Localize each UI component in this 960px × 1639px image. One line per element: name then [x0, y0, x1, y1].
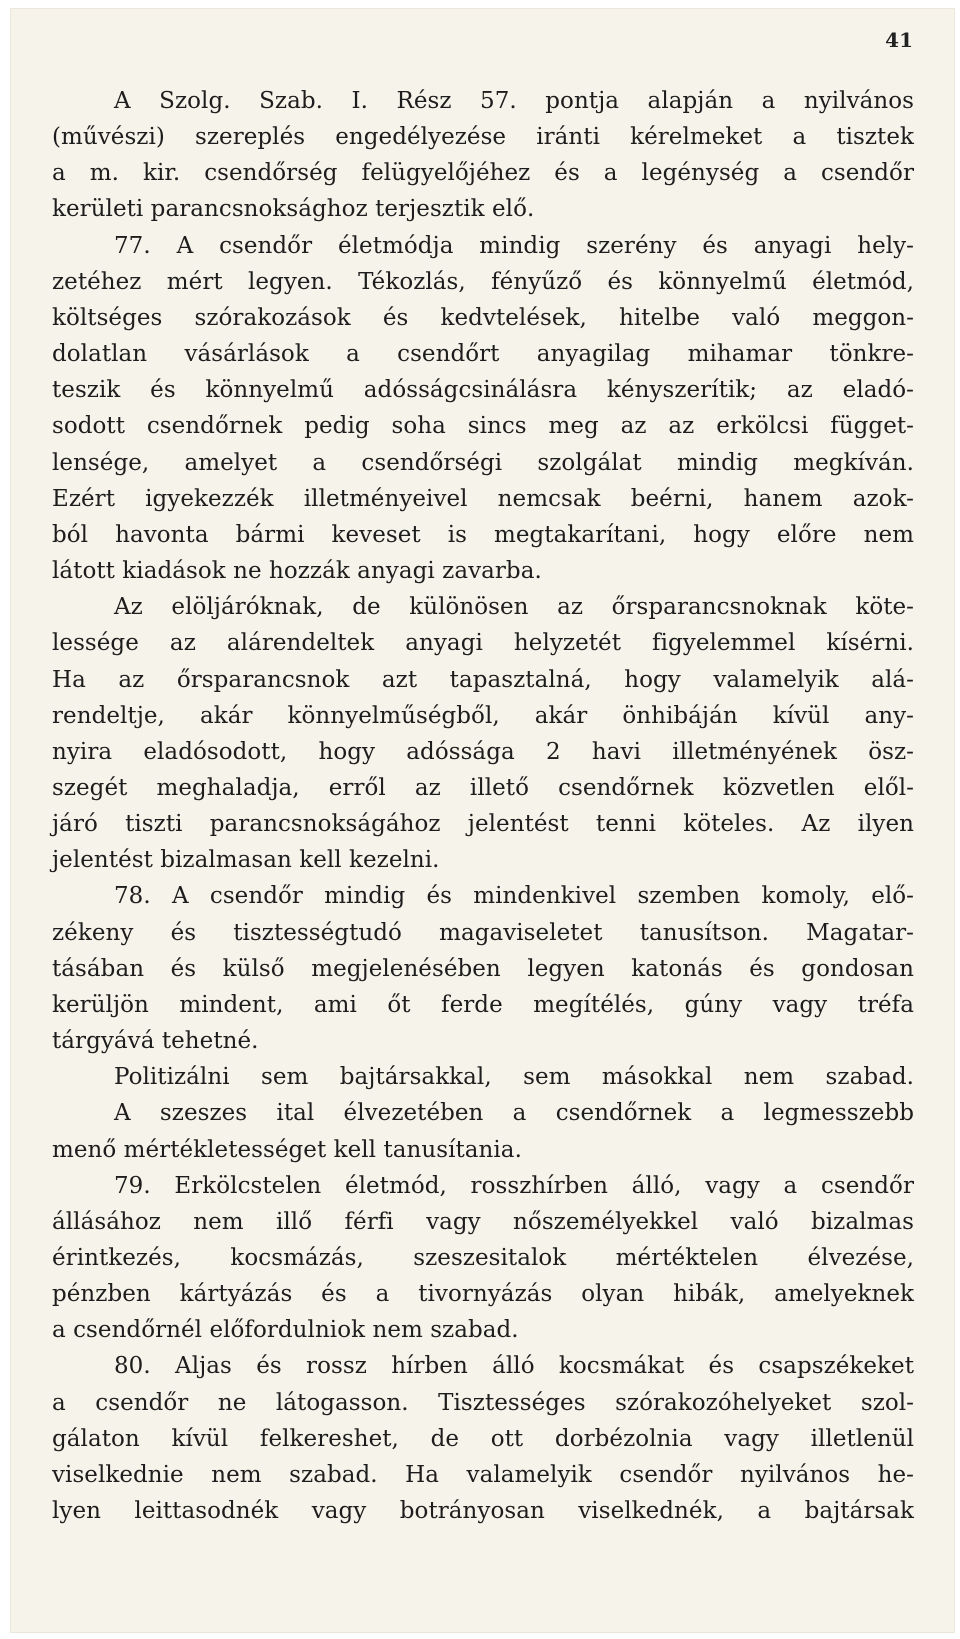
paragraph-78 — [52, 878, 914, 1059]
text-line: a csendőrnél előfordulniok nem szabad. — [52, 1317, 519, 1344]
paragraph-szeszes-ital — [52, 1095, 914, 1167]
text-line: A szeszes ital élvezetében a csendőrnek a legmesszebb — [114, 1100, 914, 1127]
text-line: 80. Aljas és rossz hírben álló kocsmákat és csapszékeket — [114, 1353, 914, 1380]
text-line: szegét meghaladja, erről az illető csendőrnek közvetlen elől- — [52, 774, 914, 801]
text-line: (művészi) szereplés engedélyezése iránti kérelmeket a tisztek — [52, 124, 914, 151]
text-line: nyira eladósodott, hogy adóssága 2 havi illetményének ösz- — [52, 738, 914, 765]
text-line: rendeltje, akár könnyelműségből, akár önhibáján kívül any- — [52, 702, 914, 729]
text-line: sodott csendőrnek pedig soha sincs meg az az erkölcsi függet- — [52, 413, 914, 440]
text-line: a m. kir. csendőrség felügyelőjéhez és a legénység a csendőr — [52, 160, 914, 187]
text-line: kerületi parancsnoksághoz terjesztik elő. — [52, 196, 535, 223]
text-line: pénzben kártyázás és a tivornyázás olyan hibák, amelyeknek — [52, 1281, 914, 1308]
text-line: Ha az őrsparancsnok azt tapasztalná, hogy valamelyik alá- — [52, 666, 914, 693]
body-text — [52, 83, 914, 1529]
text-line: 77. A csendőr életmódja mindig szerény és anyagi hely- — [114, 232, 914, 259]
text-line: állásához nem illő férfi vagy nőszemélyekkel való bizalmas — [52, 1208, 914, 1235]
text-line: látott kiadások ne hozzák anyagi zavarba. — [52, 558, 542, 585]
text-line: lessége az alárendeltek anyagi helyzetét figyelemmel kísérni. — [52, 630, 914, 657]
paragraph-eloljarok — [52, 589, 914, 878]
text-line: gálaton kívül felkereshet, de ott dorbézolnia vagy illetlenül — [52, 1425, 914, 1452]
text-line: Politizálni sem bajtársakkal, sem másokkal nem szabad. — [114, 1064, 914, 1091]
text-line: zékeny és tisztességtudó magaviseletet tanusítson. Magatar- — [52, 919, 914, 946]
text-line: kerüljön mindent, ami őt ferde megítélés, gúny vagy tréfa — [52, 991, 914, 1018]
paragraph-politizalni — [52, 1059, 914, 1095]
text-line: ból havonta bármi keveset is megtakarítani, hogy előre nem — [52, 521, 914, 548]
paragraph-80 — [52, 1348, 914, 1529]
text-line: tárgyává tehetné. — [52, 1028, 259, 1055]
text-line: tásában és külső megjelenésében legyen katonás és gondosan — [52, 955, 914, 982]
text-line: menő mértékletességet kell tanusítania. — [52, 1136, 522, 1163]
text-line: jelentést bizalmasan kell kezelni. — [52, 847, 440, 874]
text-line: költséges szórakozások és kedvtelések, hitelbe való meggon- — [52, 304, 914, 331]
text-line: lensége, amelyet a csendőrségi szolgálat mindig megkíván. — [52, 449, 914, 476]
text-line: 79. Erkölcstelen életmód, rosszhírben álló, vagy a csendőr — [114, 1172, 914, 1199]
text-line: Ezért igyekezzék illetményeivel nemcsak beérni, hanem azok- — [52, 485, 914, 512]
text-line: viselkednie nem szabad. Ha valamelyik csendőr nyilvános he- — [52, 1461, 914, 1488]
paragraph-intro — [52, 83, 914, 228]
text-line: a csendőr ne látogasson. Tisztességes szórakozóhelyeket szol- — [52, 1389, 914, 1416]
text-line: járó tiszti parancsnokságához jelentést tenni köteles. Az ilyen — [52, 811, 914, 838]
book-page — [10, 8, 955, 1633]
text-line: A Szolg. Szab. I. Rész 57. pontja alapján a nyilvános — [114, 88, 914, 114]
text-line: lyen leittasodnék vagy botrányosan viselkednék, a bajtársak — [52, 1498, 914, 1525]
paragraph-79 — [52, 1168, 914, 1349]
text-line: zetéhez mért legyen. Tékozlás, fényűző és könnyelmű életmód, — [52, 268, 914, 295]
page-number: 41 — [885, 28, 913, 52]
text-line: érintkezés, kocsmázás, szeszesitalok mértéktelen élvezése, — [52, 1245, 914, 1271]
paragraph-77 — [52, 228, 914, 590]
text-line: teszik és könnyelmű adósságcsinálásra kényszerítik; az eladó- — [52, 377, 914, 404]
text-line: Az elöljáróknak, de különösen az őrsparancsnoknak köte- — [114, 594, 914, 621]
text-line: dolatlan vásárlások a csendőrt anyagilag mihamar tönkre- — [52, 341, 914, 368]
text-line: 78. A csendőr mindig és mindenkivel szemben komoly, elő- — [114, 883, 914, 910]
